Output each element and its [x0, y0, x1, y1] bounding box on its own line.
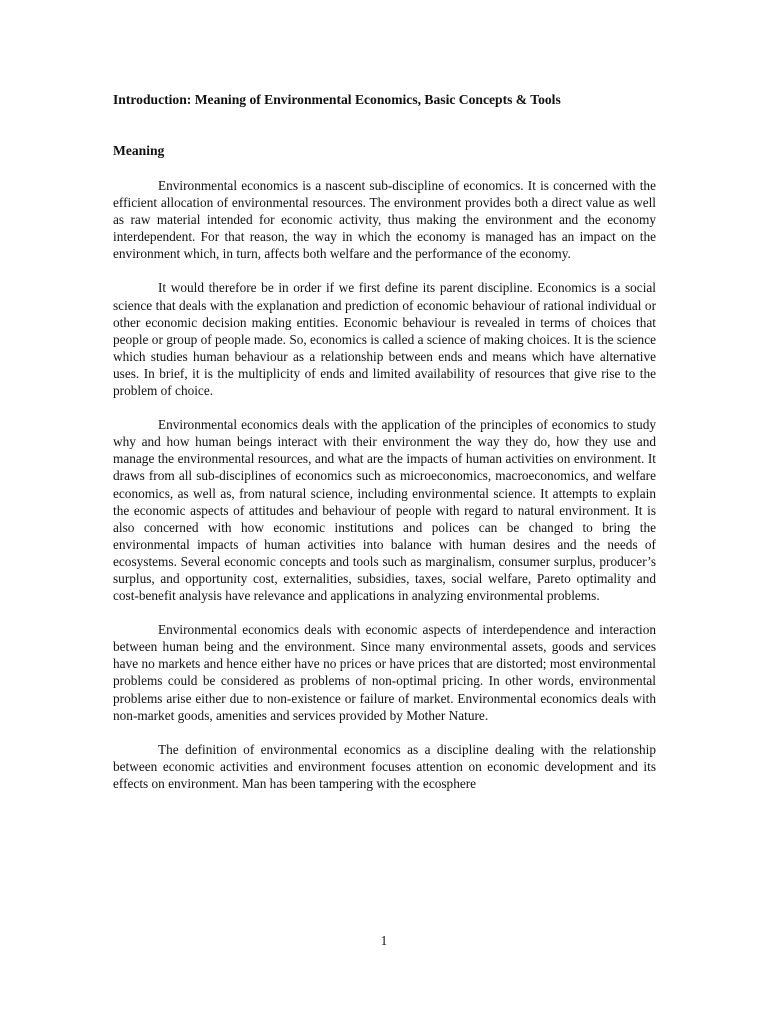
page-number: 1	[380, 933, 388, 948]
paragraph: It would therefore be in order if we first define its parent discipline. Economics is a social science that deals with the explanation and prediction of economic behaviour of rational individual or other economic decision making entities. Economic behaviour is revealed in terms of choices that people or group of people made. So, economics is called a science of making choices. It is the science which studies human behaviour as a relationship between ends and means which have alternative uses. In brief, it is the multiplicity of ends and limited availability of resources that give rise to the problem of choice.	[113, 280, 656, 399]
section-heading: Meaning	[113, 143, 165, 158]
paragraph: Environmental economics deals with economic aspects of interdependence and interaction between human being and the environment. Since many environmental assets, goods and services have no markets and hence either have no prices or have prices that are distorted; most environmental problems could be considered as problems of non-optimal pricing. In other words, environmental problems arise either due to non-existence or failure of market. Environmental economics deals with non-market goods, amenities and services provided by Mother Nature.	[113, 622, 656, 723]
body-text	[113, 177, 656, 809]
paragraph: Environmental economics is a nascent sub-discipline of economics. It is concerned with the efficient allocation of environmental resources. The environment provides both a direct value as well as raw material intended for economic activity, thus making the environment and the economy interdependent. For that reason, the way in which the economy is managed has an impact on the environment which, in turn, affects both welfare and the performance of the economy.	[113, 178, 656, 262]
paragraph: Environmental economics deals with the application of the principles of economics to study why and how human beings interact with their environment the way they do, how they use and manage the environmental resources, and what are the impacts of human activities on environment. It draws from all sub-disciplines of economics such as microeconomics, macroeconomics, and welfare economics, as well as, from natural science, including environmental science. It attempts to explain the economic aspects of attitudes and behaviour of people with regard to natural environment. It is also concerned with how economic institutions and polices can be changed to bring the environmental impacts of human activities into balance with human desires and the needs of ecosystems. Several economic concepts and tools such as marginalism, consumer surplus, producer’s surplus, and opportunity cost, externalities, subsidies, taxes, social welfare, Pareto optimality and cost-benefit analysis have relevance and applications in analyzing environmental problems.	[113, 417, 656, 604]
paragraph: The definition of environmental economics as a discipline dealing with the relationship between economic activities and environment focuses attention on economic development and its effects on environment. Man has been tampering with the ecosphere	[113, 741, 656, 791]
document-title: Introduction: Meaning of Environmental Economics, Basic Concepts & Tools	[113, 92, 561, 107]
